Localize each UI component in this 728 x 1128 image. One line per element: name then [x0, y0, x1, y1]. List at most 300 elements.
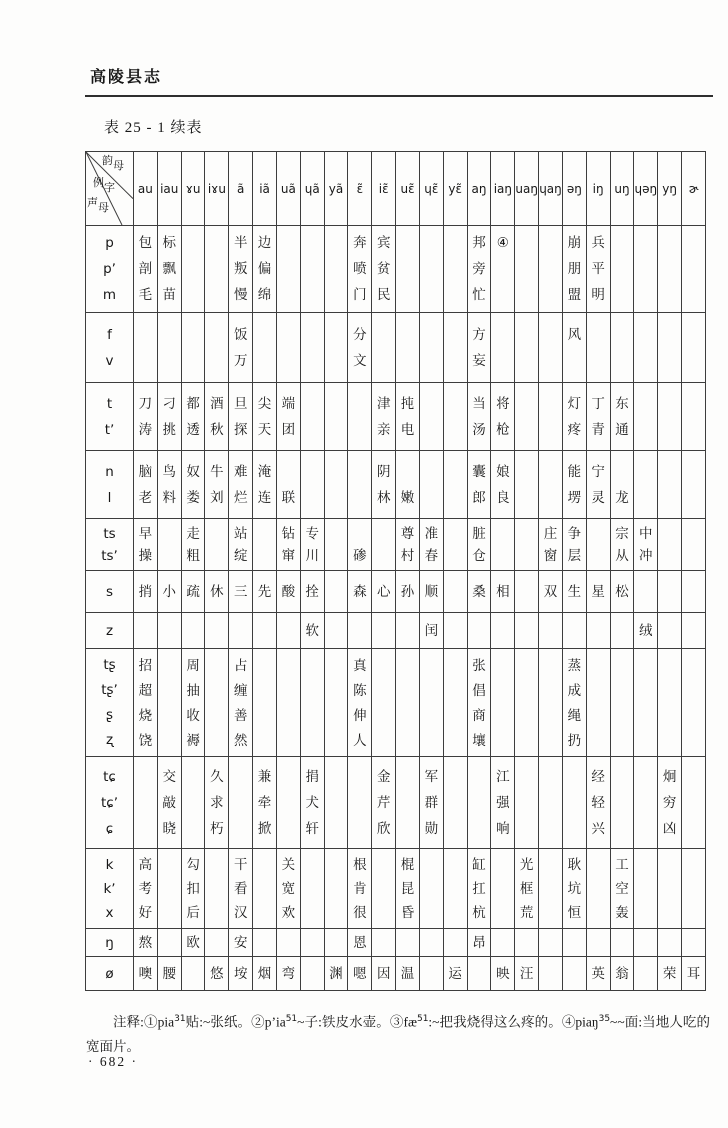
header-rule: [85, 95, 713, 97]
example-cell: [562, 613, 586, 649]
example-cell: 交 敲 晓: [157, 757, 181, 849]
example-cell: [539, 757, 563, 849]
corner-cell: [86, 152, 134, 226]
initial-header: n l: [86, 451, 134, 519]
example-cell: 周 抽 收 褥: [181, 649, 205, 757]
final-header: ɛ̃: [348, 152, 372, 226]
initial-row: [86, 226, 706, 313]
example-cell: [157, 313, 181, 383]
example-cell: [443, 649, 467, 757]
example-cell: 丁 青: [586, 383, 610, 451]
example-cell: [562, 957, 586, 991]
example-cell: 嫩: [396, 451, 420, 519]
example-cell: 孙: [396, 571, 420, 613]
example-cell: 江 强 响: [491, 757, 515, 849]
example-cell: [396, 929, 420, 957]
final-header: iɛ̃: [372, 152, 396, 226]
example-cell: 宗 从: [610, 519, 634, 571]
example-cell: 标 飘 苗: [157, 226, 181, 313]
example-cell: 棍 昆 昏: [396, 849, 420, 929]
example-cell: 宁 灵: [586, 451, 610, 519]
example-cell: [658, 613, 682, 649]
example-cell: 工 空 轰: [610, 849, 634, 929]
example-cell: [586, 613, 610, 649]
example-cell: [134, 313, 158, 383]
example-cell: [276, 226, 300, 313]
example-cell: 占 缠 善 然: [229, 649, 253, 757]
corner-label-examples: 例字: [93, 177, 115, 194]
example-cell: [658, 519, 682, 571]
example-cell: 噢: [134, 957, 158, 991]
initial-header: ø: [86, 957, 134, 991]
example-cell: 松: [610, 571, 634, 613]
example-cell: [539, 957, 563, 991]
example-cell: 熬: [134, 929, 158, 957]
example-cell: 弯: [276, 957, 300, 991]
example-cell: [658, 649, 682, 757]
example-cell: 勾 扣 后: [181, 849, 205, 929]
final-header: yã: [324, 152, 348, 226]
example-cell: 疏: [181, 571, 205, 613]
example-cell: 软: [300, 613, 324, 649]
example-cell: [539, 313, 563, 383]
example-cell: [515, 929, 539, 957]
example-cell: 嗯: [348, 957, 372, 991]
example-cell: [586, 313, 610, 383]
example-cell: [372, 649, 396, 757]
example-cell: [443, 849, 467, 929]
example-cell: 腰: [157, 957, 181, 991]
example-cell: [443, 226, 467, 313]
example-cell: [658, 383, 682, 451]
example-cell: 真 陈 伸 人: [348, 649, 372, 757]
final-header: ɥã: [300, 152, 324, 226]
example-cell: [300, 313, 324, 383]
initial-header: f v: [86, 313, 134, 383]
example-cell: 龙: [610, 451, 634, 519]
footnote-text: 注释:①pia: [113, 1014, 175, 1029]
corner-label-initials: 声母: [87, 197, 109, 214]
example-cell: [658, 226, 682, 313]
example-cell: 兼 牵 掀: [253, 757, 277, 849]
initial-header: p pʼ m: [86, 226, 134, 313]
example-cell: [682, 226, 706, 313]
example-cell: [682, 313, 706, 383]
example-cell: 邦 旁 忙: [467, 226, 491, 313]
example-cell: 光 框 荒: [515, 849, 539, 929]
example-cell: [372, 929, 396, 957]
example-cell: [539, 226, 563, 313]
final-header: ɚ: [682, 152, 706, 226]
initial-row: [86, 613, 706, 649]
example-cell: [539, 383, 563, 451]
example-cell: 专 川: [300, 519, 324, 571]
example-cell: [539, 849, 563, 929]
example-cell: [515, 757, 539, 849]
example-cell: 小: [157, 571, 181, 613]
example-cell: [443, 613, 467, 649]
example-cell: [205, 613, 229, 649]
example-cell: 招 超 烧 饶: [134, 649, 158, 757]
example-cell: [157, 929, 181, 957]
example-cell: [419, 957, 443, 991]
example-cell: [610, 929, 634, 957]
example-cell: 悠: [205, 957, 229, 991]
example-cell: [515, 383, 539, 451]
example-cell: [443, 383, 467, 451]
book-title: 高陵县志: [90, 69, 163, 86]
example-cell: 酸: [276, 571, 300, 613]
example-cell: 包 剖 毛: [134, 226, 158, 313]
example-cell: [515, 649, 539, 757]
example-cell: [634, 849, 658, 929]
footnote: [86, 1007, 710, 1060]
example-cell: [515, 613, 539, 649]
example-cell: [443, 451, 467, 519]
example-cell: [610, 649, 634, 757]
example-cell: [205, 313, 229, 383]
final-header: yɛ̃: [443, 152, 467, 226]
example-cell: 因: [372, 957, 396, 991]
example-cell: 中 冲: [634, 519, 658, 571]
footnote-text: ~子:铁皮水壶。③fæ: [297, 1014, 417, 1029]
example-cell: 边 偏 绵: [253, 226, 277, 313]
example-cell: [658, 571, 682, 613]
example-cell: [181, 957, 205, 991]
initial-row: [86, 957, 706, 991]
example-cell: [300, 957, 324, 991]
example-cell: [419, 649, 443, 757]
example-cell: [181, 226, 205, 313]
example-cell: [372, 313, 396, 383]
example-cell: [372, 519, 396, 571]
example-cell: [515, 571, 539, 613]
example-cell: 囊 郎: [467, 451, 491, 519]
example-cell: 分 文: [348, 313, 372, 383]
example-cell: [276, 649, 300, 757]
example-cell: 早 操: [134, 519, 158, 571]
example-cell: 钻 窜: [276, 519, 300, 571]
example-cell: [634, 957, 658, 991]
final-header: uŋ: [610, 152, 634, 226]
example-cell: 饭 万: [229, 313, 253, 383]
example-cell: [586, 929, 610, 957]
example-cell: 缸 扛 杭: [467, 849, 491, 929]
example-cell: [610, 313, 634, 383]
corner-label-finals: 韵母: [102, 155, 124, 172]
example-cell: 经 轻 兴: [586, 757, 610, 849]
example-cell: [610, 613, 634, 649]
example-cell: [419, 383, 443, 451]
example-cell: [300, 929, 324, 957]
example-cell: [300, 649, 324, 757]
example-cell: [300, 849, 324, 929]
example-cell: 久 求 朽: [205, 757, 229, 849]
example-cell: [181, 757, 205, 849]
example-cell: 将 枪: [491, 383, 515, 451]
example-cell: [276, 613, 300, 649]
example-cell: [682, 849, 706, 929]
example-cell: 联: [276, 451, 300, 519]
tone-superscript: 31: [174, 1013, 186, 1024]
example-cell: 准 春: [419, 519, 443, 571]
example-cell: [419, 849, 443, 929]
example-cell: 炯 穷 凶: [658, 757, 682, 849]
example-cell: [134, 613, 158, 649]
example-cell: [634, 313, 658, 383]
final-header: au: [134, 152, 158, 226]
example-cell: 心: [372, 571, 396, 613]
example-cell: [634, 757, 658, 849]
example-cell: [348, 613, 372, 649]
example-cell: [372, 849, 396, 929]
example-cell: [443, 519, 467, 571]
initial-header: ts tsʼ: [86, 519, 134, 571]
example-cell: [443, 757, 467, 849]
example-cell: 鸟 料: [157, 451, 181, 519]
example-cell: 东 通: [610, 383, 634, 451]
example-cell: 灯 疼: [562, 383, 586, 451]
example-cell: [205, 849, 229, 929]
example-cell: [276, 313, 300, 383]
example-cell: [324, 571, 348, 613]
initial-row: [86, 849, 706, 929]
example-cell: 风: [562, 313, 586, 383]
example-cell: 垵: [229, 957, 253, 991]
example-cell: [419, 313, 443, 383]
example-cell: 昂: [467, 929, 491, 957]
example-cell: [324, 313, 348, 383]
example-cell: 运: [443, 957, 467, 991]
example-cell: 奴 娄: [181, 451, 205, 519]
example-cell: [324, 849, 348, 929]
final-header: iau: [157, 152, 181, 226]
example-cell: [396, 613, 420, 649]
example-cell: [634, 383, 658, 451]
example-cell: [682, 519, 706, 571]
example-cell: 拴: [300, 571, 324, 613]
example-cell: [515, 451, 539, 519]
example-cell: [253, 613, 277, 649]
example-cell: [396, 649, 420, 757]
example-cell: [419, 451, 443, 519]
example-cell: 生: [562, 571, 586, 613]
example-cell: 翁: [610, 957, 634, 991]
example-cell: 阴 林: [372, 451, 396, 519]
example-cell: 张 倡 商 壤: [467, 649, 491, 757]
example-cell: [467, 957, 491, 991]
example-cell: 根 肯 很: [348, 849, 372, 929]
example-cell: [134, 757, 158, 849]
example-cell: 脑 老: [134, 451, 158, 519]
example-cell: 方 妄: [467, 313, 491, 383]
example-cell: [205, 226, 229, 313]
initial-row: [86, 383, 706, 451]
initial-header: k kʼ x: [86, 849, 134, 929]
finals-header-row: [86, 152, 706, 226]
example-cell: 汪: [515, 957, 539, 991]
example-cell: [467, 613, 491, 649]
example-cell: [157, 613, 181, 649]
example-cell: [229, 757, 253, 849]
example-cell: 绒: [634, 613, 658, 649]
example-cell: [562, 929, 586, 957]
initial-header: ŋ: [86, 929, 134, 957]
example-cell: 牛 刘: [205, 451, 229, 519]
initial-header: z: [86, 613, 134, 649]
initial-row: [86, 519, 706, 571]
example-cell: [372, 613, 396, 649]
example-cell: 恩: [348, 929, 372, 957]
final-header: ɥɛ̃: [419, 152, 443, 226]
footnote-text: ~~面:当地人吃的宽面片。: [86, 1014, 711, 1054]
phonetic-table: [85, 151, 706, 991]
example-cell: 高 考 好: [134, 849, 158, 929]
example-cell: 站 绽: [229, 519, 253, 571]
final-header: iaŋ: [491, 152, 515, 226]
example-cell: [658, 313, 682, 383]
example-cell: 尊 村: [396, 519, 420, 571]
example-cell: [539, 451, 563, 519]
example-cell: 难 烂: [229, 451, 253, 519]
example-cell: [300, 383, 324, 451]
final-header: ã: [229, 152, 253, 226]
example-cell: 桑: [467, 571, 491, 613]
example-cell: [491, 519, 515, 571]
tone-superscript: 51: [285, 1013, 298, 1024]
example-cell: 刁 挑: [157, 383, 181, 451]
example-cell: [157, 649, 181, 757]
example-cell: [253, 929, 277, 957]
example-cell: [229, 613, 253, 649]
example-cell: [586, 519, 610, 571]
example-cell: 相: [491, 571, 515, 613]
example-cell: 英: [586, 957, 610, 991]
initial-row: [86, 313, 706, 383]
example-cell: [562, 757, 586, 849]
final-header: ɥəŋ: [634, 152, 658, 226]
initial-header: tɕ tɕʼ ɕ: [86, 757, 134, 849]
example-cell: [157, 849, 181, 929]
example-cell: 耿 坑 恒: [562, 849, 586, 929]
example-cell: 尖 天: [253, 383, 277, 451]
example-cell: 淹 连: [253, 451, 277, 519]
example-cell: [539, 613, 563, 649]
example-cell: [205, 929, 229, 957]
example-cell: [324, 757, 348, 849]
example-cell: [467, 757, 491, 849]
example-cell: 宾 贫 民: [372, 226, 396, 313]
example-cell: [682, 451, 706, 519]
example-cell: [348, 383, 372, 451]
example-cell: [491, 613, 515, 649]
example-cell: [682, 383, 706, 451]
final-header: uaŋ: [515, 152, 539, 226]
example-cell: [634, 571, 658, 613]
example-cell: 走 粗: [181, 519, 205, 571]
example-cell: 崩 朋 盟: [562, 226, 586, 313]
example-cell: 金 芹 欣: [372, 757, 396, 849]
example-cell: [324, 929, 348, 957]
example-cell: [443, 313, 467, 383]
tone-superscript: 51: [416, 1013, 429, 1024]
example-cell: [276, 757, 300, 849]
example-cell: 争 层: [562, 519, 586, 571]
table-caption: 表 25 - 1 续表: [104, 120, 203, 136]
example-cell: 兵 平 明: [586, 226, 610, 313]
example-cell: [682, 649, 706, 757]
initial-header: tʂ tʂʼ ʂ ʐ: [86, 649, 134, 757]
example-cell: 奔 喷 门: [348, 226, 372, 313]
example-cell: 扽 电: [396, 383, 420, 451]
example-cell: [324, 649, 348, 757]
example-cell: 都 透: [181, 383, 205, 451]
table-wrapper: [85, 151, 706, 991]
example-cell: [539, 929, 563, 957]
example-cell: [491, 649, 515, 757]
example-cell: 端 团: [276, 383, 300, 451]
example-cell: [396, 757, 420, 849]
initial-row: [86, 649, 706, 757]
example-cell: 安: [229, 929, 253, 957]
example-cell: 顺: [419, 571, 443, 613]
example-cell: [205, 519, 229, 571]
footnote-text: :~把我烧得这么疼的。④piaŋ: [428, 1014, 599, 1029]
example-cell: 荣: [658, 957, 682, 991]
example-cell: [658, 849, 682, 929]
initial-header: s: [86, 571, 134, 613]
example-cell: 能 塄: [562, 451, 586, 519]
example-cell: [324, 383, 348, 451]
example-cell: 津 亲: [372, 383, 396, 451]
example-cell: [491, 849, 515, 929]
example-cell: 欧: [181, 929, 205, 957]
example-cell: [443, 571, 467, 613]
example-cell: 休: [205, 571, 229, 613]
example-cell: 关 宽 欢: [276, 849, 300, 929]
initial-row: [86, 571, 706, 613]
example-cell: [682, 929, 706, 957]
final-header: ɥaŋ: [539, 152, 563, 226]
example-cell: 旦 探: [229, 383, 253, 451]
initial-row: [86, 451, 706, 519]
example-cell: 半 叛 慢: [229, 226, 253, 313]
example-cell: [610, 757, 634, 849]
final-header: uɛ̃: [396, 152, 420, 226]
example-cell: [682, 613, 706, 649]
initial-row: [86, 929, 706, 957]
example-cell: [419, 929, 443, 957]
example-cell: [682, 571, 706, 613]
page-number: · 682 ·: [88, 1054, 138, 1069]
example-cell: [205, 649, 229, 757]
final-header: ɤu: [181, 152, 205, 226]
example-cell: 刀 涛: [134, 383, 158, 451]
example-cell: [253, 519, 277, 571]
example-cell: [396, 313, 420, 383]
example-cell: 映: [491, 957, 515, 991]
example-cell: 闰: [419, 613, 443, 649]
example-cell: 酒 秋: [205, 383, 229, 451]
example-cell: [253, 313, 277, 383]
example-cell: [634, 929, 658, 957]
example-cell: [515, 313, 539, 383]
example-cell: 军 群 勋: [419, 757, 443, 849]
example-cell: 烟: [253, 957, 277, 991]
example-cell: [253, 849, 277, 929]
example-cell: 温: [396, 957, 420, 991]
example-cell: [348, 757, 372, 849]
